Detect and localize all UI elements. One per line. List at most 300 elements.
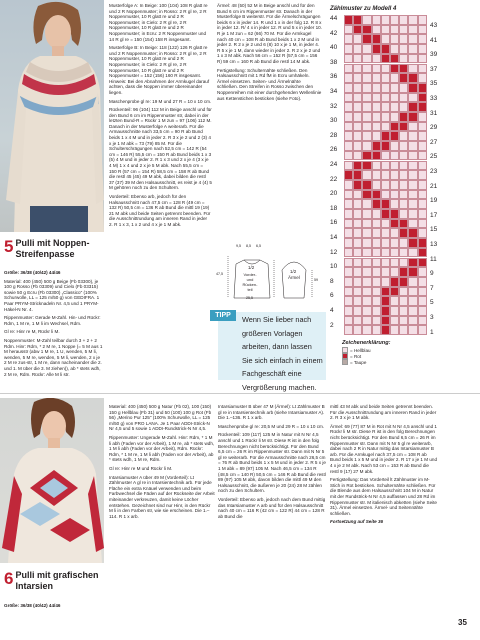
model-5-musterfolge-a: Musterfolge A: In Beige: 100 (104) 108 R glatt re und 2 R Noppenmuster; in Rosso: 2 R gl re, 2 R Noppenmuster, 10 R glatt re und 2 R Noppenmuster; in Cielo: 2 R gl re, 2 R Noppenmuster, 10 R glatt re und 2 R Noppenmuster; in Ecru: 2 R Noppenmuster und 14 R gl re = 150 (154) 158 R insgesamt. bbox=[109, 3, 208, 42]
chart-cell bbox=[418, 73, 427, 83]
page-number: 35 bbox=[458, 618, 467, 627]
chart-cell bbox=[353, 277, 362, 287]
chart-cell bbox=[418, 287, 427, 297]
schematic-label-height: 47,5 bbox=[216, 272, 223, 276]
chart-cell bbox=[381, 15, 390, 25]
chart-cell bbox=[372, 83, 381, 93]
chart-cell bbox=[353, 15, 362, 25]
chart-cell bbox=[399, 34, 408, 44]
chart-cell bbox=[344, 64, 353, 74]
chart-cell bbox=[353, 141, 362, 151]
chart-cell bbox=[372, 73, 381, 83]
chart-cell bbox=[418, 180, 427, 190]
chart-cell bbox=[408, 267, 417, 277]
chart-cell bbox=[362, 141, 371, 151]
chart-cell bbox=[344, 161, 353, 171]
model-6-intarsia-b: Intarsiamuster B über 47 M (Ärmel): Lt Zählmuster B gl re in Intarsientechnik arb (siehe Intarsiamuster A). Die 1.–136. R 1 x arb. bbox=[218, 404, 325, 421]
chart-cell bbox=[418, 258, 427, 268]
chart-cell bbox=[353, 73, 362, 83]
chart-cell bbox=[381, 34, 390, 44]
chart-row-number-right: 17 bbox=[430, 211, 438, 219]
chart-cell bbox=[372, 209, 381, 219]
chart-cell bbox=[399, 151, 408, 161]
chart-cell bbox=[381, 93, 390, 103]
chart-right-numbers bbox=[430, 15, 444, 335]
chart-cell bbox=[381, 316, 390, 326]
chart-cell bbox=[353, 287, 362, 297]
chart-cell bbox=[408, 316, 417, 326]
schematic-label-top2: 8,5 bbox=[246, 244, 251, 248]
chart-cell bbox=[390, 325, 399, 335]
chart-cell bbox=[353, 306, 362, 316]
schematic-label-sleeve-len: 59 bbox=[314, 278, 318, 282]
schematic-label-body: Vorder- und Rücken- teil bbox=[242, 272, 258, 292]
chart-cell bbox=[344, 287, 353, 297]
chart-cell bbox=[418, 15, 427, 25]
chart-legend bbox=[342, 340, 391, 365]
chart-cell bbox=[344, 209, 353, 219]
chart-cell bbox=[408, 287, 417, 297]
chart-cell bbox=[344, 219, 353, 229]
chart-cell bbox=[418, 122, 427, 132]
model-5-photo bbox=[0, 0, 104, 232]
chart-cell bbox=[372, 25, 381, 35]
chart-cell bbox=[372, 296, 381, 306]
chart-cell bbox=[418, 44, 427, 54]
chart-row-number-right: 31 bbox=[430, 109, 438, 117]
chart-cell bbox=[390, 209, 399, 219]
chart-cell bbox=[353, 219, 362, 229]
schematic-label-1-2-body: 1/2 bbox=[248, 265, 255, 270]
chart-cell bbox=[353, 122, 362, 132]
chart-cell bbox=[418, 112, 427, 122]
chart-row-number-right: 1 bbox=[430, 328, 434, 336]
model-5-maschenprobe: Maschenprobe gl re: 19 M und 27 R = 10 x 10 cm. bbox=[109, 98, 212, 104]
chart-cell bbox=[399, 228, 408, 238]
chart-cell bbox=[372, 316, 381, 326]
legend-rot-label: = Rot bbox=[350, 353, 362, 359]
chart-cell bbox=[418, 54, 427, 64]
chart-cell bbox=[399, 73, 408, 83]
chart-cell bbox=[381, 306, 390, 316]
chart-cell bbox=[418, 316, 427, 326]
model-5-left-column bbox=[4, 270, 103, 380]
chart-cell bbox=[362, 102, 371, 112]
chart-cell bbox=[399, 190, 408, 200]
chart-cell bbox=[372, 141, 381, 151]
chart-row-number-right: 23 bbox=[430, 168, 438, 175]
chart-cell bbox=[399, 83, 408, 93]
chart-row-number-left: 36 bbox=[330, 73, 338, 81]
chart-cell bbox=[418, 296, 427, 306]
tip-label: TIPP bbox=[210, 310, 236, 321]
chart-cell bbox=[362, 296, 371, 306]
chart-cell bbox=[344, 34, 353, 44]
schematic-diagram bbox=[214, 242, 326, 302]
model-5-title-line1: Pulli mit Noppen- bbox=[15, 238, 90, 248]
chart-cell bbox=[390, 112, 399, 122]
count-chart-grid bbox=[344, 15, 427, 335]
model-6-illustration bbox=[0, 398, 104, 563]
chart-row-number-left: 34 bbox=[330, 88, 338, 95]
chart-cell bbox=[399, 161, 408, 171]
chart-cell bbox=[418, 170, 427, 180]
chart-cell bbox=[353, 93, 362, 103]
chart-cell bbox=[399, 248, 408, 258]
chart-row-number-right: 39 bbox=[430, 51, 438, 59]
chart-cell bbox=[344, 170, 353, 180]
model-6-intarsia-a: Intarsiamuster A über 49 M (Vorderteil): Lt Zählmuster A gl re in Intarsientechnik arb. Für jede Fläche ein extra Knäuel verwenden und beim Farbwechsel die Fäden auf der Rückseite der Arbeit miteinander verkreuzen, damit keine Löcher entstehen. Gezeichnet sind nur Hinr, in den Rückr M li in den Farben str, wie sie erscheinen. Die 1.–114. R 1 x arb. bbox=[109, 474, 215, 519]
chart-cell bbox=[362, 151, 371, 161]
chart-cell bbox=[381, 112, 390, 122]
schematic-label-top: 9,5 bbox=[236, 244, 241, 248]
chart-row-number-left: 16 bbox=[330, 219, 338, 227]
chart-cell bbox=[372, 248, 381, 258]
chart-cell bbox=[408, 325, 417, 335]
chart-cell bbox=[353, 64, 362, 74]
chart-cell bbox=[408, 219, 417, 229]
chart-cell bbox=[408, 44, 417, 54]
chart-cell bbox=[353, 180, 362, 190]
chart-cell bbox=[362, 267, 371, 277]
chart-row-number-left: 6 bbox=[330, 292, 334, 300]
chart-cell bbox=[344, 44, 353, 54]
chart-row-number-left: 44 bbox=[330, 15, 338, 22]
chart-row-number-left: 22 bbox=[330, 175, 338, 183]
chart-cell bbox=[381, 141, 390, 151]
chart-cell bbox=[344, 199, 353, 209]
section-divider bbox=[0, 393, 480, 394]
chart-cell bbox=[381, 248, 390, 258]
chart-cell bbox=[362, 238, 371, 248]
chart-cell bbox=[344, 122, 353, 132]
chart-cell bbox=[390, 15, 399, 25]
chart-cell bbox=[362, 34, 371, 44]
chart-cell bbox=[408, 83, 417, 93]
chart-cell bbox=[353, 325, 362, 335]
chart-cell bbox=[390, 151, 399, 161]
model-5-size: Größe: 36/38 (40/42) 44/46 bbox=[4, 270, 61, 275]
chart-cell bbox=[372, 199, 381, 209]
chart-row-number-left: 10 bbox=[330, 263, 338, 271]
chart-cell bbox=[344, 190, 353, 200]
chart-cell bbox=[418, 209, 427, 219]
chart-cell bbox=[372, 258, 381, 268]
chart-cell bbox=[353, 25, 362, 35]
schematic-shapes bbox=[214, 242, 326, 302]
legend-hellblau-label: = Hellblau bbox=[350, 347, 371, 353]
model-6-column-3 bbox=[330, 404, 438, 528]
chart-cell bbox=[408, 180, 417, 190]
chart-cell bbox=[372, 64, 381, 74]
chart-cell bbox=[399, 306, 408, 316]
chart-cell bbox=[353, 161, 362, 171]
chart-cell bbox=[353, 190, 362, 200]
chart-cell bbox=[353, 170, 362, 180]
chart-cell bbox=[344, 277, 353, 287]
chart-row-number-left: 14 bbox=[330, 234, 338, 241]
chart-cell bbox=[408, 258, 417, 268]
chart-cell bbox=[418, 190, 427, 200]
chart-cell bbox=[399, 219, 408, 229]
chart-cell bbox=[353, 228, 362, 238]
chart-cell bbox=[408, 209, 417, 219]
model-6-aermel: Ärmel: 69 (77) 87 M in Rot mit N Nr 4,5 anschl und 1 Rückr li M str. Diese R ist in den folg Berechnungen nicht berücksichtigt. Für den Bund 6,5 cm = 26 R im Rippenmuster str. Dann mit N Nr 5 gl re weiterarb, dabei nach 2 R in Natur mittig das Intarsiamuster B arb. Für die Armkugel nach 37,5 cm = 108 R ab Bund beids 1 x 5 M und in jeder 2. R 17 x je 1 M und 4 x je 2 M abk. Nach 53 cm = 153 R ab Bund die restl 9 (17) 27 M abk. bbox=[330, 423, 437, 474]
chart-cell bbox=[381, 296, 390, 306]
model-6-photo bbox=[0, 398, 104, 563]
chart-cell bbox=[344, 83, 353, 93]
chart-cell bbox=[344, 151, 353, 161]
chart-cell bbox=[390, 25, 399, 35]
chart-cell bbox=[344, 316, 353, 326]
chart-cell bbox=[399, 54, 408, 64]
chart-cell bbox=[353, 102, 362, 112]
model-5-fertigstellung: Fertigstellung: Schulternähte schließen. Den Halsausschnitt mit 1 Rd fM in Ecru umhäkeln. Ärmel einsetzen. Seiten- und Ärmelnähte schließen. Den Streifen in Rosso zwischen den Noppenreihen mit einer durchgehenden Wellenlinie aus Kettenstichen besticken (siehe Foto). bbox=[217, 67, 322, 101]
chart-cell bbox=[390, 44, 399, 54]
model-5-rueckenteil: Rückenteil: 96 (104) 112 M in Beige anschl und für den Bund 6 cm im Rippenmuster str, dabei in der letzten Bund-R = Rückr 1 M zun = 97 (106) 112 M. Danach in der Musterfolge A weiterarb. Für die Armausschnitte nach 33,5 cm = 90 R ab Bund beids 1 x 4 M und in jeder 2. R 3 x je 2 und 2 (3) 4 x je 1 M abk = 73 (79) 85 M. Für die Schulterschrägungen nach 52,5 cm = 142 R (54 cm = 146 R) 55,5 cm = 150 R ab Bund beids 1 x 3 (5) 4 M und in jeder 2. R 1 x 3 und 2 x je 4 (3 x je 4 M) 1 x 4 und 2 x je 5 M abk. Nach 55,5 cm = 150 R (57 cm = 154 R) 58,5 cm = 158 R ab Bund die restl 45 (45) 49 M abk, dabei bilden die restl 37 (37) 39 M den Halsausschnitt, es reist je 4 (4) 5 M gehören noch zu den Schultern. bbox=[109, 107, 212, 191]
chart-cell bbox=[372, 228, 381, 238]
chart-cell bbox=[372, 287, 381, 297]
chart-cell bbox=[362, 170, 371, 180]
chart-cell bbox=[362, 190, 371, 200]
chart-cell bbox=[362, 112, 371, 122]
chart-cell bbox=[408, 102, 417, 112]
chart-cell bbox=[418, 219, 427, 229]
chart-cell bbox=[344, 267, 353, 277]
chart-cell bbox=[344, 112, 353, 122]
chart-cell bbox=[390, 287, 399, 297]
chart-cell bbox=[353, 44, 362, 54]
chart-cell bbox=[408, 306, 417, 316]
chart-cell bbox=[344, 102, 353, 112]
chart-cell bbox=[344, 73, 353, 83]
chart-cell bbox=[399, 199, 408, 209]
chart-row-number-left: 18 bbox=[330, 204, 338, 212]
chart-cell bbox=[372, 122, 381, 132]
chart-cell bbox=[344, 238, 353, 248]
chart-cell bbox=[399, 296, 408, 306]
chart-row-number-right: 35 bbox=[430, 80, 438, 88]
chart-cell bbox=[408, 151, 417, 161]
chart-cell bbox=[381, 73, 390, 83]
chart-cell bbox=[362, 199, 371, 209]
chart-row-number-right: 33 bbox=[430, 95, 438, 102]
chart-cell bbox=[381, 25, 390, 35]
chart-cell bbox=[372, 180, 381, 190]
chart-cell bbox=[418, 248, 427, 258]
chart-cell bbox=[418, 64, 427, 74]
chart-cell bbox=[390, 102, 399, 112]
chart-cell bbox=[344, 180, 353, 190]
chart-cell bbox=[381, 122, 390, 132]
chart-cell bbox=[353, 199, 362, 209]
chart-cell bbox=[381, 267, 390, 277]
chart-cell bbox=[381, 54, 390, 64]
chart-row-number-right: 19 bbox=[430, 197, 438, 205]
chart-cell bbox=[362, 258, 371, 268]
chart-row-number-right: 3 bbox=[430, 314, 434, 321]
chart-cell bbox=[390, 93, 399, 103]
chart-cell bbox=[418, 277, 427, 287]
chart-cell bbox=[381, 287, 390, 297]
chart-cell bbox=[408, 15, 417, 25]
chart-cell bbox=[381, 131, 390, 141]
chart-cell bbox=[353, 131, 362, 141]
chart-cell bbox=[399, 258, 408, 268]
chart-row-number-right: 21 bbox=[430, 182, 438, 190]
model-6-title bbox=[4, 570, 104, 592]
chart-cell bbox=[353, 112, 362, 122]
chart-row-number-right: 5 bbox=[430, 299, 434, 307]
chart-cell bbox=[353, 238, 362, 248]
chart-row-number-left: 38 bbox=[330, 58, 338, 66]
chart-cell bbox=[381, 325, 390, 335]
chart-cell bbox=[399, 44, 408, 54]
chart-row-number-left: 24 bbox=[330, 161, 338, 168]
chart-cell bbox=[408, 161, 417, 171]
chart-row-number-left: 28 bbox=[330, 131, 338, 139]
chart-cell bbox=[362, 228, 371, 238]
chart-cell bbox=[408, 170, 417, 180]
chart-cell bbox=[372, 325, 381, 335]
chart-cell bbox=[353, 209, 362, 219]
chart-cell bbox=[344, 93, 353, 103]
chart-cell bbox=[362, 316, 371, 326]
chart-cell bbox=[381, 190, 390, 200]
chart-cell bbox=[418, 102, 427, 112]
model-6-rippen: Rippenmuster: Ungerade M-Zahl. Hinr: Rdm, * 1 M li abh (Faden vor der Arbeit), 1 M re, ab * stets wdh, 1 M li abh (Faden vor der Arbeit), Rdm. Rückr: Rdm, * 1 M re, 1 M li abh (Faden vor der Arbeit), ab * stets wdh, 1 M re, Rdm. bbox=[109, 434, 215, 463]
chart-cell bbox=[372, 54, 381, 64]
model-5-number: 5 bbox=[4, 237, 14, 256]
chart-cell bbox=[390, 161, 399, 171]
legend-taupe-label: = Taupe bbox=[350, 359, 367, 365]
chart-cell bbox=[362, 161, 371, 171]
schematic-label-sleeve: Ärmel bbox=[288, 275, 300, 280]
chart-cell bbox=[390, 170, 399, 180]
model-6-size: Größe: 36/38 (40/42) 44/46 bbox=[4, 603, 61, 608]
chart-cell bbox=[399, 15, 408, 25]
chart-row-number-right: 37 bbox=[430, 65, 438, 73]
chart-cell bbox=[408, 73, 417, 83]
chart-cell bbox=[362, 209, 371, 219]
chart-cell bbox=[353, 267, 362, 277]
chart-cell bbox=[390, 238, 399, 248]
chart-cell bbox=[344, 131, 353, 141]
tip-box bbox=[215, 312, 326, 392]
chart-cell bbox=[381, 219, 390, 229]
model-6-maschenprobe: Maschenprobe gl re: 20,5 M und 29 R = 10 x 10 cm. bbox=[218, 423, 325, 429]
chart-cell bbox=[372, 102, 381, 112]
chart-row-number-left: 26 bbox=[330, 146, 338, 154]
chart-cell bbox=[418, 238, 427, 248]
chart-cell bbox=[372, 151, 381, 161]
chart-cell bbox=[408, 277, 417, 287]
chart-cell bbox=[418, 93, 427, 103]
model-6-title-line2: Intarsien bbox=[15, 581, 53, 591]
chart-cell bbox=[399, 122, 408, 132]
chart-cell bbox=[399, 131, 408, 141]
chart-cell bbox=[390, 190, 399, 200]
chart-cell bbox=[418, 25, 427, 35]
chart-cell bbox=[372, 131, 381, 141]
chart-row-number-right: 43 bbox=[430, 22, 438, 29]
chart-row-number-left: 12 bbox=[330, 248, 338, 256]
chart-cell bbox=[399, 209, 408, 219]
chart-cell bbox=[362, 44, 371, 54]
chart-cell bbox=[390, 141, 399, 151]
model-6-ausschnitt: mittl 43 M abk und beide Seiten getrennt beenden. Für die Ausschnittrundung am inneren Rand in jeder 2. R 3 x je 1 M abk. bbox=[330, 404, 437, 421]
chart-cell bbox=[381, 258, 390, 268]
schematic-label-top3: 6,5 bbox=[256, 244, 261, 248]
chart-cell bbox=[399, 316, 408, 326]
chart-cell bbox=[381, 83, 390, 93]
chart-cell bbox=[399, 267, 408, 277]
chart-cell bbox=[390, 131, 399, 141]
chart-cell bbox=[399, 277, 408, 287]
chart-cell bbox=[418, 325, 427, 335]
model-5-aermel: Ärmel: 48 (50) 52 M in Beige anschl und für den Bund 6 cm im Rippenmuster str. Danach in der Musterfolge B weiterstr. Für die Ärmelschrägungen beids 6 x in jeder 14. R und 1 x in der folg 12. R 8 x in jeder 12. R/ 4 x in jeder 12. R und 5 x in jeder 10. R je 1 M zun = 62 (66) 70 M. Für die Armkugel nach 40 cm = 108 R ab Bund beids 1 x 2 M und in jeder 2. R 2 x je 2 und 6 (8) 10 x je 1 M, in jeder 4. R 5 x je 1 M, dann wieder in jeder 2. R 2 x je 2 und 1 x 3 M abk. Nach 56 cm = 152 R (57,5 cm = 156 R) 59 cm = 160 R ab Bund die restl 14 M abk. bbox=[217, 3, 322, 64]
chart-title: Zählmuster zu Modell 4 bbox=[330, 6, 397, 12]
model-5-middle-column bbox=[109, 3, 212, 231]
model-6-number: 6 bbox=[4, 569, 14, 588]
chart-cell bbox=[381, 238, 390, 248]
chart-cell bbox=[362, 325, 371, 335]
chart-row-number-left: 2 bbox=[330, 321, 334, 329]
chart-cell bbox=[362, 180, 371, 190]
chart-row-number-right: 29 bbox=[430, 124, 438, 132]
chart-cell bbox=[381, 209, 390, 219]
chart-cell bbox=[372, 15, 381, 25]
chart-cell bbox=[408, 131, 417, 141]
model-6-glre: Gl re: Hinr re M und Rückr li M. bbox=[109, 465, 173, 471]
chart-cell bbox=[372, 34, 381, 44]
chart-row-number-left: 30 bbox=[330, 117, 338, 125]
chart-row-number-right: 25 bbox=[430, 153, 438, 161]
chart-cell bbox=[372, 170, 381, 180]
chart-cell bbox=[408, 93, 417, 103]
chart-cell bbox=[399, 112, 408, 122]
chart-cell bbox=[418, 83, 427, 93]
chart-cell bbox=[418, 141, 427, 151]
chart-cell bbox=[381, 44, 390, 54]
chart-cell bbox=[408, 64, 417, 74]
model-5-third-column bbox=[217, 3, 322, 104]
model-6-column-1 bbox=[109, 404, 215, 522]
model-5-vorderteil: Vorderteil: Ebenso arb, jedoch für den Halsausschnitt nach 47,5 cm = 128 R (49 cm = 132 R) 50,5 cm = 136 R ab Bund die mittl 19 (19) 21 M abk und beide Seiten getrennt beenden. Für die Ausschnittrundung am inneren Rand in jeder 2. R 1 x 3, 1 x 2 und 4 x je 1 M abk. bbox=[109, 194, 211, 227]
chart-cell bbox=[408, 296, 417, 306]
chart-cell bbox=[353, 258, 362, 268]
model-6-rueckenteil: Rückenteil: 109 (117) 125 M in Natur mit N Nr 4,5 anschl und 1 Rückr li M str. Diese R ist in den folg Berechnungen nicht berücksichtigt. Für den Bund 6,5 cm = 26 R im Rippenmuster str. Dann mit N Nr 5 gl re weiterarb. Für die Armausschnitte nach 26,5 cm = 76 R ab Bund beids 1 x 5 M und in jeder 2. R 5 x je 1 M abk = 89 (97) 105 M. Nach 46,5 cm = 134 R (48,5 cm = 140 R) 50,5 cm = 146 R ab Bund die restl 89 (97) 105 M abk, davon bilden die mittl 49 M den Halsausschnitt, die äußeren je 20 (24) 28 M zählen noch zu den Schultern. bbox=[218, 432, 326, 494]
chart-cell bbox=[362, 287, 371, 297]
chart-cell bbox=[344, 141, 353, 151]
chart-cell bbox=[390, 306, 399, 316]
chart-cell bbox=[362, 219, 371, 229]
chart-cell bbox=[390, 228, 399, 238]
chart-cell bbox=[362, 25, 371, 35]
model-5-illustration bbox=[0, 0, 104, 232]
model-5-material: Material: 400 (450) 500 g Beige (Fb 03300), je 100 g Rosso (Fb 03309) und Cielo (Fb 03315) sowie 50 g Ecru (Fb 03300) „Classico" (100% Schurwolle, LL = 125 m/50 g) von GEDIFRA. 1 Paar PRYM-Stricknadeln Nr. 4,5 und 1 PRYM-Häkel-N Nr. 4. bbox=[4, 278, 100, 312]
chart-cell bbox=[418, 131, 427, 141]
chart-cell bbox=[344, 228, 353, 238]
chart-cell bbox=[353, 83, 362, 93]
tip-text: Wenn Sie lieber nach größeren Vorlagen arbeiten, dann lassen Sie sich einfach in einem Fachgeschäft eine Vergrößerung machen. bbox=[242, 315, 323, 392]
chart-cell bbox=[362, 306, 371, 316]
chart-cell bbox=[418, 151, 427, 161]
chart-cell bbox=[381, 199, 390, 209]
chart-cell bbox=[362, 122, 371, 132]
chart-cell bbox=[372, 306, 381, 316]
chart-cell bbox=[344, 325, 353, 335]
